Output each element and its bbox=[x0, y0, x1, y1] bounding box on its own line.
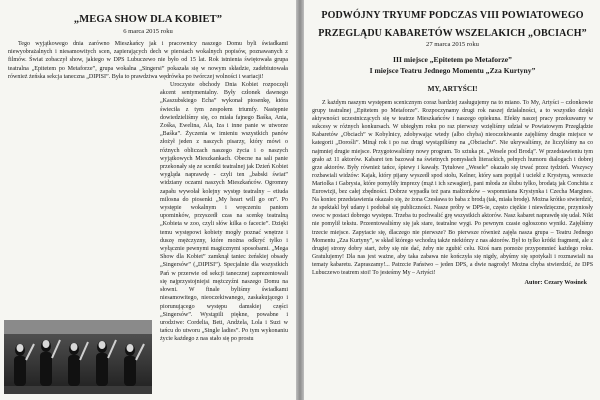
left-paragraph-2: Uroczyste obchody Dnia Kobiet rozpoczęli akcent sentymentalny. Były członek dawnego „Kaszubskiego Echa” wykonał piosenkę, która świeciła z tym zespołem triumfy. Następnie dowiedzieliśmy się, co miała fajnego Baśka, Ania, Zośka, Ewelina, Ala, Iza i inne panie w utworze „Baśka”. Życzenia w imieniu wszystkich panów złożył jeden z naszych pisarzy, który mówi o różnych obliczach naszego życia i o naszych wyjątkowych Mieszkankach. Obecne na sali panie przekonały się ze sceniki teatralnej jak Dzień Kobiet wygląda naprawdę - czyli ten „babski świat” widziany oczami naszych Mieszkańców. Ogromny zapału wywołał kolejny występ teatralny – etiuda milosna do piosenki „My heart will go on”. Po występie wokalnym i wręczeniu paniom upominków, przyszedł czas na scenkę teatralną „Kobieta w zoo, czyli słów kilka o facecie”. Dzięki temu występowi kobiety mogły poznać wnętrze i duszę mężczyzny, które można odkryć tylko i wyłącznie pewnymi magicznymi sposobami. „Mega Show dla Kobiet” zamknął taniec żeńskiej obsady „Singersów” („DIPISI”). Specjalnie dla wszystkich Pań w przerwie od sekcji tanecznej zaprezentowali się najprzystojniejsi mężczyźni naszego Domu na słowni. W finale byliśmy świadkami niesamowitego, nieoczekiwanego, zaskakującego i piorunującego występu damskiej części „Singersów”. Wystąpili piękne, powabne i urodziwe: Cordelia, Beti, Andżela, Lola i Suzi w tańcu do utworu „Single ladies”. Po tym wykonaniu życie każdego z nas stało się po prostu bbox=[8, 81, 288, 344]
left-page bbox=[0, 0, 296, 400]
right-subtitle-line2: I miejsce Teatru Jednego Momentu „Zza Kurtyny” bbox=[369, 66, 536, 75]
right-article-date: 27 marca 2015 roku bbox=[426, 41, 479, 48]
right-subtitle-line1: III miejsce „Epitetem po Metaforze” bbox=[393, 55, 512, 64]
right-article-title-line1: PODWÓJNY TRYUMF PODCZAS VIII POWIATOWEGO bbox=[321, 10, 584, 21]
left-article-title: „MEGA SHOW DLA KOBIET” bbox=[73, 14, 223, 25]
dance-performance-photo bbox=[4, 320, 152, 394]
right-article-title-line2: PRZEGLĄDU KABARETÓW WSZELAKICH „OBCIACH” bbox=[318, 28, 587, 39]
left-wrap-area bbox=[8, 81, 288, 344]
left-article-date: 6 marca 2015 roku bbox=[123, 28, 173, 35]
author-signature: Autor: Cezary Wosinek bbox=[524, 279, 587, 287]
section-heading: MY, ARTYŚCI! bbox=[427, 84, 478, 93]
left-paragraph-1: Tego wyjątkowego dnia zarówno Mieszkańcy jak i pracownicy naszego Domu byli świadkami niewyobrażalnych i niesamowitych scen, zapierających dech w piersiach wokalnych popisów, poznawanych z filmów. Świat zobaczył show, jakiego w DPS Lubuczewo nie było od 15 lat. Rok istnienia świętowała grupa teatralna „Epitetem po Metaforze”, grupa wokalna „Singersi” pokazała się w nowym składzie, zadebiutowała również żeńska sekcja taneczna „DIPISI”. Była to prawdziwa wędrówka po twórczej wolności i wariacji! bbox=[8, 41, 288, 80]
page-gutter bbox=[296, 0, 304, 400]
photo-graphic bbox=[4, 320, 152, 394]
right-article-body bbox=[312, 99, 593, 277]
left-article-body bbox=[8, 40, 288, 344]
right-page bbox=[304, 0, 600, 400]
right-paragraph: Z każdym naszym występem scenicznym coraz bardziej zasługujemy na to miano. To My, Artyści – członkowie grupy teatralnej „Epitetem po Metaforze”. Rozpoczynamy drugi rok naszej działalności, a to wszystko dzięki aktywności uczestniczących się w teatrze Mieszkańców i naszego opiekuna. Efekty naszej pracy przekuwamy w sukcesy w różnych konkursach. W ubiegłym roku po raz pierwszy wzięliśmy udział w Powiatowym Przeglądzie Kabaretów „Obciach” w Kobylnicy, zdobywając wtedy (albo chyba) nieoczekiwanie zajęliśmy drugie miejsce w kategorii „Dorośli”. Minął rok i po raz drugi wystąpiliśmy na „Obciachu”. Nie ukrywaliśmy, że liczyliśmy na co najmniej drugie miejsce. Przygotowaliśmy nowy program. To sztuka pt. „Wesele pod Brodą”. W przedstawieniu tym grało aż 11 aktorów. Kabaret ten bazował na świetnych pomysłach literackich, pełnych humoru dialogach i dobrej grze aktorów. Były również tańce, śpiewy i kawały. Tytułowe „Wesele” okazało się trwać przez tydzień. Wszyscy rozbawiali widzów: Kajak, który pijany wyszedł spod stołu, Kelner, który sam popijał i uciekł z Krystyną, wreszcie Mariolka i Gabrysia, które pomyliły imprezy (mąż i ich szwagier), pani młoda ze ślubu tylko, brodatą jak Conchita z Eurowizji, bez całej zbędności. Dobrze wypadła też para małżonków – wspomniana Krystynka i Czecha Margines. Na koniec przedstawienia okazało się, że żona Czesława to baba z brodą (tak, miała brodę). Można krótko stwierdzić, że spektakl był udany i podobał się publiczności. Nasze próby w DPS-ie, często ciężkie i niewdzięczne, przyniosły owoc w postaci dobrego występu. Trzeba tu pochwalić grę wszystkich aktorów. Nasz kabaret naprawdę się udał. Nikt nie pomylił tekstu. Przeentowaliśmy się jak stare, teatralne wygi. Po pewnym czasie ogłoszono wyniki. Zajęliśmy trzecie miejsce. Zapytacie się, dlaczego nie pierwsze? Bo pierwsze również zajęła nasza grupa – Teatru Jednego Momentu „Zza Kurtyny”, w skład którego wchodzą także niektórzy z nas aktorów. Był to tylko krótki fragment, ale z drugiej strony dobry start, żeby się nie dać, żeby nie zgubić celu. Ktoś nam pomoże przypomnieć każdego roku. Gratulujemy! Dla nas jest ważne, aby taka zabawa nie kończyła się nigdy, abyśmy się spotykali i rozmawiali na tematy kabaretu. Zapraszamy!... Patrzcie Państwo – jeden DPS, a dwie nagrody! Można chyba stwierdzić, że DPS Lubuczewo teatrem stoi! To jesteśmy My – Artyści! bbox=[312, 100, 593, 276]
